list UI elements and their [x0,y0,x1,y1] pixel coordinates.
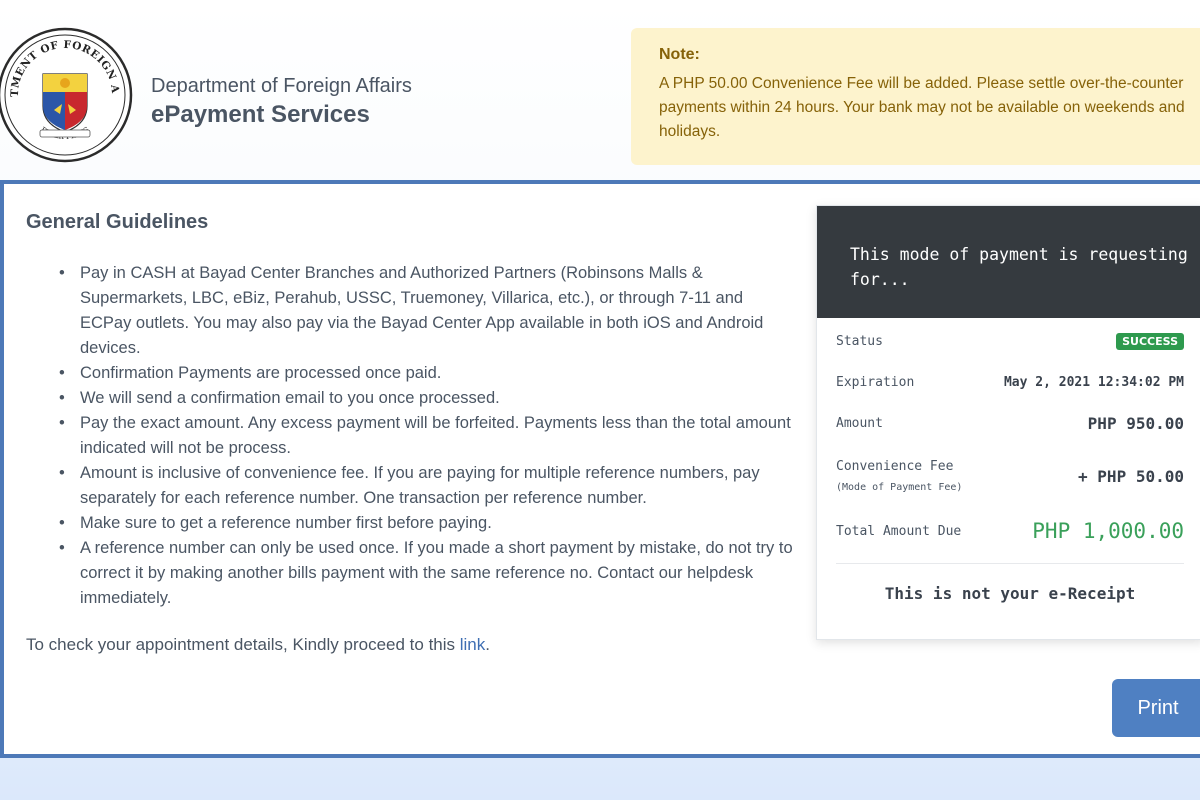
expiration-row [836,375,1184,390]
bullet-icon: • [59,464,65,482]
guidelines-title: General Guidelines [26,211,209,233]
fee-label: Convenience Fee [836,459,954,474]
service-name: ePayment Services [151,101,370,128]
appointment-check-text: To check your appointment details, Kindly proceed to this link. [26,635,490,654]
card-divider [836,563,1184,564]
payment-summary-card [816,205,1200,640]
expiration-label: Expiration [836,375,915,390]
org-name: Department of Foreign Affairs [151,75,412,97]
total-value: PHP 1,000.00 [1032,519,1184,543]
list-item: • Make sure to get a reference number first before paying. [56,511,796,536]
amount-row [836,414,1184,433]
bullet-icon: • [59,264,65,282]
note-alert [631,28,1200,165]
list-item: • Pay the exact amount. Any excess payment will be forfeited. Payments less than the total amount indicated will not be process. [56,411,796,461]
svg-text:DEPARTMENT OF FOREIGN AFFAIRS: TMENT OF FOREIGN A [8,38,122,98]
bullet-icon: • [59,414,65,432]
bullet-icon: • [59,364,65,382]
fee-value: + PHP 50.00 [1078,466,1184,486]
dfa-seal-logo [0,26,134,164]
list-item: • Confirmation Payments are processed once paid. [56,361,796,386]
page-header [0,0,1200,180]
print-button[interactable]: Print [1112,679,1200,737]
fee-label-group [836,459,962,493]
guidelines-list [56,261,796,611]
note-text: A PHP 50.00 Convenience Fee will be added. Please settle over-the-counter payments within 24 hours. Your bank may not be available on weekends and holidays. [659,75,1185,140]
list-item: • A reference number can only be used once. If you made a short payment by mistake, do not try to correct it by making another bills payment with the same reference no. Contact our helpdesk immediately. [56,536,796,611]
card-heading: This mode of payment is requesting for... [817,206,1200,318]
total-row [836,519,1184,543]
bullet-icon: • [59,514,65,532]
list-item: • Amount is inclusive of convenience fee. If you are paying for multiple reference numbers, pay separately for each reference number. One transaction per reference number. [56,461,796,511]
expiration-value: May 2, 2021 12:34:02 PM [1003,375,1184,390]
list-item: • Pay in CASH at Bayad Center Branches and Authorized Partners (Robinsons Malls & Supermarkets, LBC, eBiz, Perahub, USSC, Truemoney, Villarica, etc.), or through 7-11 and ECPay outlets. You may also pay via the Bayad Center App available in both iOS and Android devices. [56,261,796,361]
status-label: Status [836,334,883,349]
amount-value: PHP 950.00 [1087,414,1184,433]
total-label: Total Amount Due [836,523,962,539]
bullet-icon: • [59,389,65,407]
main-panel [0,180,1200,758]
receipt-disclaimer: This is not your e-Receipt [884,584,1136,603]
fee-row [836,459,1184,493]
fee-sublabel: (Mode of Payment Fee) [836,482,963,493]
bullet-icon: • [59,539,65,557]
status-row [836,333,1184,350]
list-item: • We will send a confirmation email to you once processed. [56,386,796,411]
note-title: Note: [659,46,700,63]
status-badge: SUCCESS [1116,333,1184,350]
amount-label: Amount [836,416,883,431]
appointment-link[interactable]: link [459,635,486,654]
